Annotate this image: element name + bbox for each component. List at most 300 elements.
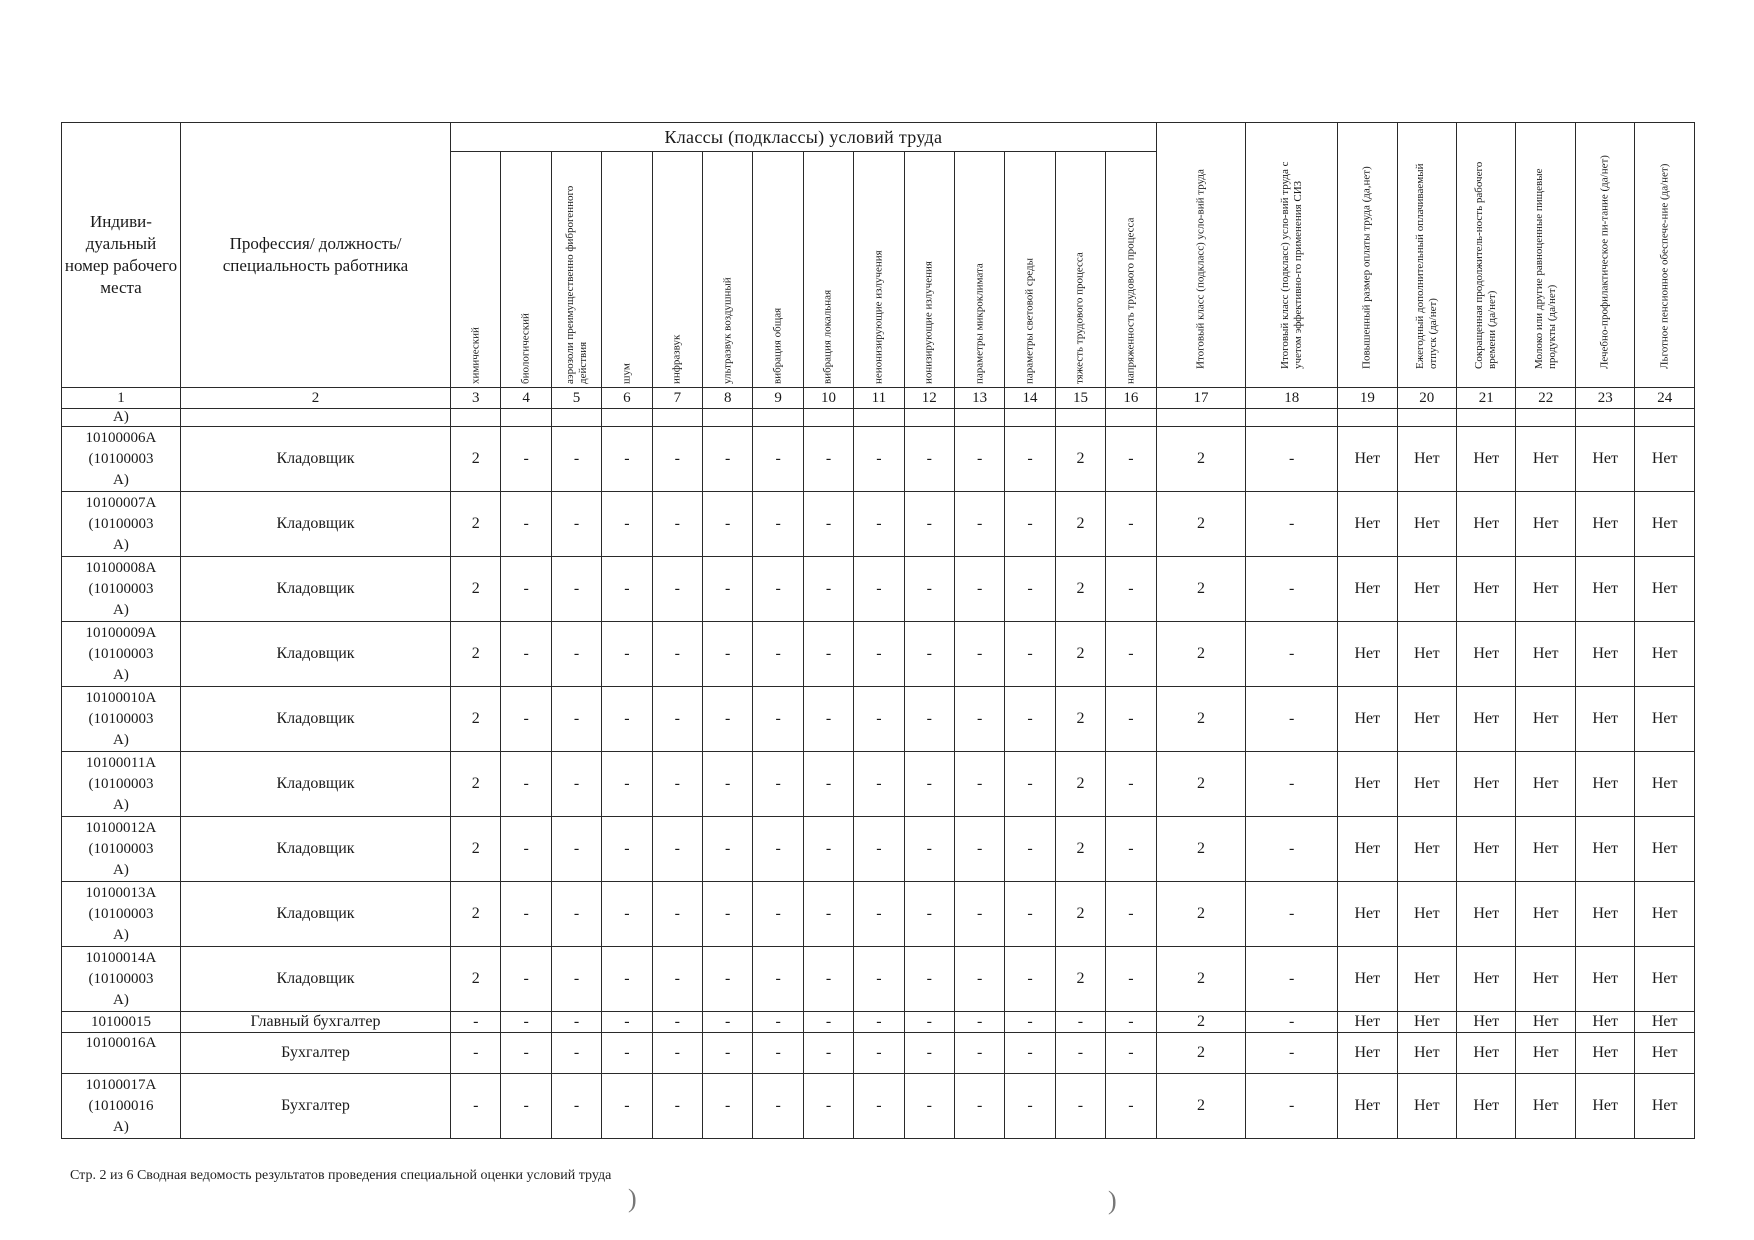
empty-cell: [180, 409, 450, 427]
value-cell: -: [602, 1012, 652, 1033]
value-cell: -: [954, 1074, 1004, 1139]
value-cell: -: [703, 557, 753, 622]
value-cell: 2: [1156, 882, 1246, 947]
table-header: [62, 123, 1695, 409]
value-cell: Нет: [1457, 882, 1516, 947]
value-cell: -: [1106, 752, 1157, 817]
value-cell: -: [854, 1012, 904, 1033]
value-cell: -: [904, 882, 954, 947]
value-cell: -: [501, 882, 551, 947]
value-cell: 2: [451, 882, 501, 947]
value-cell: -: [551, 752, 601, 817]
summary-table: [61, 122, 1695, 1139]
value-cell: Нет: [1516, 1033, 1575, 1074]
profession: Кладовщик: [180, 882, 450, 947]
value-cell: -: [1005, 1074, 1055, 1139]
value-cell: 2: [1055, 817, 1105, 882]
value-cell: Нет: [1397, 427, 1456, 492]
workplace-id-line: А): [113, 861, 129, 878]
value-cell: Нет: [1635, 817, 1695, 882]
workplace-id-line: А): [113, 471, 129, 488]
value-cell: Нет: [1457, 492, 1516, 557]
empty-cell: [1156, 409, 1246, 427]
workplace-id: [62, 1012, 181, 1033]
value-cell: -: [1246, 1012, 1338, 1033]
value-cell: Нет: [1397, 1012, 1456, 1033]
header-reduced-hours: Сокращенная продолжитель-ность рабочего времени (да/нет): [1457, 123, 1516, 388]
workplace-id-line: (10100003: [88, 710, 154, 727]
value-cell: -: [954, 1012, 1004, 1033]
value-cell: 2: [1156, 622, 1246, 687]
value-cell: -: [1005, 622, 1055, 687]
value-cell: -: [1055, 1033, 1105, 1074]
value-cell: 2: [1055, 557, 1105, 622]
value-cell: -: [703, 622, 753, 687]
value-cell: -: [1005, 817, 1055, 882]
value-cell: Нет: [1457, 752, 1516, 817]
workplace-id-line: 10100016А: [85, 1035, 157, 1051]
workplace-id-line: (10100003: [88, 970, 154, 987]
value-cell: -: [904, 817, 954, 882]
workplace-id-line: А): [113, 601, 129, 618]
value-cell: -: [753, 752, 803, 817]
header-factor: аэрозоли преимущественно фиброгенного действия: [551, 152, 601, 388]
value-cell: -: [1246, 817, 1338, 882]
table-row: [62, 1033, 1695, 1074]
value-cell: 2: [451, 557, 501, 622]
value-cell: -: [1005, 947, 1055, 1012]
empty-cell: [1055, 409, 1105, 427]
workplace-id-line: А): [113, 796, 129, 813]
value-cell: -: [602, 1074, 652, 1139]
value-cell: -: [1246, 1074, 1338, 1139]
header-final-class: Итоговый класс (подкласс) усло-вий труда: [1156, 123, 1246, 388]
header-factor: тяжесть трудового процесса: [1055, 152, 1105, 388]
page-footer: Стр. 2 из 6 Сводная ведомость результатов проведения специальной оценки условий труда: [70, 1168, 612, 1183]
value-cell: -: [652, 427, 702, 492]
value-cell: -: [551, 427, 601, 492]
value-cell: Нет: [1457, 1033, 1516, 1074]
value-cell: -: [451, 1074, 501, 1139]
column-number: 6: [602, 388, 652, 409]
column-number: 7: [652, 388, 702, 409]
value-cell: -: [954, 557, 1004, 622]
value-cell: 2: [451, 687, 501, 752]
value-cell: -: [1246, 1033, 1338, 1074]
value-cell: -: [501, 622, 551, 687]
value-cell: -: [652, 817, 702, 882]
value-cell: -: [803, 1074, 853, 1139]
value-cell: -: [1055, 1012, 1105, 1033]
empty-cell: [551, 409, 601, 427]
value-cell: -: [652, 947, 702, 1012]
table-row: [62, 1074, 1695, 1139]
value-cell: -: [1246, 752, 1338, 817]
header-factor: биологический: [501, 152, 551, 388]
value-cell: -: [652, 1012, 702, 1033]
value-cell: -: [954, 1033, 1004, 1074]
value-cell: 2: [1156, 817, 1246, 882]
column-number: 15: [1055, 388, 1105, 409]
workplace-id-line: 10100007А: [85, 494, 157, 511]
column-number: 14: [1005, 388, 1055, 409]
value-cell: Нет: [1575, 1033, 1634, 1074]
value-cell: -: [1106, 817, 1157, 882]
value-cell: Нет: [1635, 882, 1695, 947]
value-cell: -: [954, 947, 1004, 1012]
value-cell: -: [1246, 882, 1338, 947]
workplace-id-line: А): [113, 926, 129, 943]
value-cell: -: [904, 752, 954, 817]
value-cell: -: [551, 557, 601, 622]
value-cell: -: [501, 817, 551, 882]
value-cell: 2: [451, 817, 501, 882]
workplace-id-line: 10100010А: [85, 689, 157, 706]
value-cell: -: [1106, 557, 1157, 622]
header-factor: ультразвук воздушный: [703, 152, 753, 388]
value-cell: -: [551, 492, 601, 557]
value-cell: Нет: [1397, 687, 1456, 752]
empty-cell: [803, 409, 853, 427]
value-cell: -: [551, 1012, 601, 1033]
column-number: 17: [1156, 388, 1246, 409]
value-cell: -: [854, 427, 904, 492]
value-cell: -: [854, 1074, 904, 1139]
workplace-id: [62, 492, 181, 557]
value-cell: -: [904, 1012, 954, 1033]
value-cell: -: [652, 752, 702, 817]
value-cell: -: [652, 492, 702, 557]
value-cell: -: [954, 817, 1004, 882]
table-row: [62, 427, 1695, 492]
value-cell: -: [854, 1033, 904, 1074]
value-cell: 2: [1156, 557, 1246, 622]
workplace-id: [62, 557, 181, 622]
value-cell: -: [803, 687, 853, 752]
value-cell: -: [703, 1033, 753, 1074]
value-cell: -: [753, 817, 803, 882]
header-factor: инфразвук: [652, 152, 702, 388]
value-cell: 2: [1156, 492, 1246, 557]
empty-cell: [1575, 409, 1634, 427]
value-cell: -: [501, 557, 551, 622]
value-cell: -: [1106, 1074, 1157, 1139]
workplace-id-line: (10100003: [88, 775, 154, 792]
value-cell: -: [954, 882, 1004, 947]
value-cell: -: [854, 882, 904, 947]
value-cell: Нет: [1635, 1074, 1695, 1139]
value-cell: Нет: [1575, 557, 1634, 622]
value-cell: Нет: [1516, 947, 1575, 1012]
table-row: [62, 1012, 1695, 1033]
value-cell: Нет: [1575, 817, 1634, 882]
value-cell: Нет: [1338, 1074, 1397, 1139]
value-cell: -: [1106, 492, 1157, 557]
workplace-id-line: (10100003: [88, 645, 154, 662]
value-cell: -: [904, 557, 954, 622]
value-cell: -: [954, 687, 1004, 752]
value-cell: -: [652, 687, 702, 752]
value-cell: -: [501, 752, 551, 817]
value-cell: -: [501, 687, 551, 752]
value-cell: -: [652, 1074, 702, 1139]
value-cell: -: [703, 492, 753, 557]
pen-mark: ): [628, 1184, 637, 1213]
column-number-row: [62, 388, 1695, 409]
column-number: 11: [854, 388, 904, 409]
pen-mark: ): [1108, 1186, 1117, 1215]
column-number: 21: [1457, 388, 1516, 409]
header-milk: Молоко или другие равноценные пищевые продукты (да/нет): [1516, 123, 1575, 388]
empty-cell: [753, 409, 803, 427]
value-cell: -: [854, 557, 904, 622]
column-number: 12: [904, 388, 954, 409]
value-cell: -: [803, 947, 853, 1012]
value-cell: -: [904, 1074, 954, 1139]
value-cell: Нет: [1575, 687, 1634, 752]
header-final-class-ppe: Итоговый класс (подкласс) усло-вий труда с учетом эффективно-го применения СИЗ: [1246, 123, 1338, 388]
table-body: [62, 409, 1695, 1139]
value-cell: Нет: [1338, 947, 1397, 1012]
value-cell: Нет: [1516, 622, 1575, 687]
value-cell: Нет: [1635, 427, 1695, 492]
empty-cell: [1106, 409, 1157, 427]
value-cell: Нет: [1516, 882, 1575, 947]
value-cell: 2: [1055, 882, 1105, 947]
header-profession: Профессия/ должность/ специальность работника: [180, 123, 450, 388]
table-row: [62, 687, 1695, 752]
value-cell: Нет: [1457, 557, 1516, 622]
value-cell: -: [703, 1074, 753, 1139]
value-cell: 2: [1156, 427, 1246, 492]
value-cell: -: [1246, 557, 1338, 622]
value-cell: Нет: [1635, 752, 1695, 817]
value-cell: 2: [1156, 687, 1246, 752]
value-cell: -: [551, 1033, 601, 1074]
profession: Кладовщик: [180, 947, 450, 1012]
value-cell: -: [904, 492, 954, 557]
value-cell: Нет: [1516, 687, 1575, 752]
workplace-id: [62, 687, 181, 752]
header-workplace-id: Индиви-дуальный номер рабочего места: [62, 123, 181, 388]
value-cell: -: [551, 687, 601, 752]
value-cell: -: [1106, 947, 1157, 1012]
value-cell: -: [652, 1033, 702, 1074]
value-cell: -: [1246, 687, 1338, 752]
value-cell: Нет: [1635, 947, 1695, 1012]
value-cell: -: [1005, 1012, 1055, 1033]
table-row: [62, 882, 1695, 947]
value-cell: -: [753, 1033, 803, 1074]
column-number: 3: [451, 388, 501, 409]
workplace-id-line: А): [113, 991, 129, 1008]
value-cell: -: [1106, 687, 1157, 752]
workplace-id: [62, 817, 181, 882]
value-cell: Нет: [1397, 492, 1456, 557]
value-cell: -: [602, 622, 652, 687]
empty-cell: [854, 409, 904, 427]
empty-cell: [1005, 409, 1055, 427]
column-number: 22: [1516, 388, 1575, 409]
value-cell: 2: [1156, 1074, 1246, 1139]
empty-cell: [1516, 409, 1575, 427]
column-number: 13: [954, 388, 1004, 409]
header-extra-leave: Ежегодный дополнительный оплачиваемый отпуск (да/нет): [1397, 123, 1456, 388]
value-cell: Нет: [1516, 557, 1575, 622]
value-cell: Нет: [1516, 1012, 1575, 1033]
empty-cell: [1397, 409, 1456, 427]
workplace-id: [62, 622, 181, 687]
value-cell: -: [854, 622, 904, 687]
empty-cell: [954, 409, 1004, 427]
value-cell: -: [551, 817, 601, 882]
header-nutrition: Лечебно-профилактическое пи-тание (да/нет): [1575, 123, 1634, 388]
value-cell: -: [703, 1012, 753, 1033]
value-cell: Нет: [1397, 622, 1456, 687]
value-cell: -: [1106, 622, 1157, 687]
header-factor: вибрация общая: [753, 152, 803, 388]
header-factor: химический: [451, 152, 501, 388]
workplace-id-line: 10100014А: [85, 949, 157, 966]
value-cell: 2: [1055, 947, 1105, 1012]
value-cell: -: [602, 492, 652, 557]
value-cell: 2: [1156, 1012, 1246, 1033]
workplace-id-line: А): [113, 731, 129, 748]
workplace-id: [62, 882, 181, 947]
value-cell: -: [703, 427, 753, 492]
value-cell: -: [1005, 687, 1055, 752]
value-cell: -: [753, 947, 803, 1012]
value-cell: Нет: [1338, 622, 1397, 687]
profession: Бухгалтер: [180, 1033, 450, 1074]
value-cell: Нет: [1575, 492, 1634, 557]
header-factor: шум: [602, 152, 652, 388]
value-cell: -: [602, 752, 652, 817]
value-cell: 2: [1055, 492, 1105, 557]
value-cell: 2: [1156, 947, 1246, 1012]
value-cell: Нет: [1635, 622, 1695, 687]
value-cell: -: [501, 1012, 551, 1033]
value-cell: -: [1005, 1033, 1055, 1074]
value-cell: -: [703, 947, 753, 1012]
value-cell: -: [501, 947, 551, 1012]
workplace-id-line: А): [113, 536, 129, 553]
value-cell: -: [1246, 427, 1338, 492]
header-factor: параметры световой среды: [1005, 152, 1055, 388]
value-cell: Нет: [1516, 492, 1575, 557]
value-cell: Нет: [1397, 947, 1456, 1012]
value-cell: -: [904, 622, 954, 687]
section-row: [62, 409, 1695, 427]
value-cell: -: [753, 622, 803, 687]
value-cell: -: [1246, 492, 1338, 557]
value-cell: -: [803, 882, 853, 947]
value-cell: Нет: [1635, 687, 1695, 752]
value-cell: Нет: [1338, 752, 1397, 817]
value-cell: -: [652, 557, 702, 622]
workplace-id-line: (10100003: [88, 580, 154, 597]
column-number: 5: [551, 388, 601, 409]
value-cell: -: [1055, 1074, 1105, 1139]
value-cell: Нет: [1397, 752, 1456, 817]
value-cell: -: [501, 427, 551, 492]
value-cell: -: [602, 687, 652, 752]
column-number: 10: [803, 388, 853, 409]
value-cell: -: [1246, 947, 1338, 1012]
workplace-id: [62, 947, 181, 1012]
workplace-id: [62, 752, 181, 817]
empty-cell: [1338, 409, 1397, 427]
workplace-id-line: (10100003: [88, 840, 154, 857]
value-cell: 2: [451, 622, 501, 687]
value-cell: -: [854, 752, 904, 817]
value-cell: -: [954, 492, 1004, 557]
value-cell: 2: [1156, 1033, 1246, 1074]
value-cell: -: [803, 1012, 853, 1033]
profession: Кладовщик: [180, 492, 450, 557]
value-cell: -: [1005, 882, 1055, 947]
value-cell: -: [954, 752, 1004, 817]
value-cell: Нет: [1516, 752, 1575, 817]
value-cell: -: [1246, 622, 1338, 687]
workplace-id-line: 10100008А: [85, 559, 157, 576]
empty-cell: [602, 409, 652, 427]
header-factor: неионизирующие излучения: [854, 152, 904, 388]
value-cell: -: [803, 817, 853, 882]
value-cell: 2: [1055, 687, 1105, 752]
column-number: 8: [703, 388, 753, 409]
value-cell: -: [703, 882, 753, 947]
table-row: [62, 817, 1695, 882]
value-cell: 2: [1055, 622, 1105, 687]
value-cell: -: [753, 1012, 803, 1033]
table-row: [62, 622, 1695, 687]
empty-cell: [1246, 409, 1338, 427]
value-cell: Нет: [1575, 752, 1634, 817]
table-row: [62, 752, 1695, 817]
value-cell: Нет: [1516, 427, 1575, 492]
value-cell: -: [854, 947, 904, 1012]
workplace-id-line: 10100012А: [85, 819, 157, 836]
value-cell: -: [602, 817, 652, 882]
column-number: 23: [1575, 388, 1634, 409]
value-cell: -: [551, 947, 601, 1012]
value-cell: Нет: [1338, 492, 1397, 557]
value-cell: -: [1106, 1033, 1157, 1074]
value-cell: Нет: [1397, 557, 1456, 622]
value-cell: Нет: [1575, 947, 1634, 1012]
column-number: 24: [1635, 388, 1695, 409]
empty-cell: [451, 409, 501, 427]
value-cell: Нет: [1457, 817, 1516, 882]
workplace-id-line: 10100006А: [85, 429, 157, 446]
value-cell: Нет: [1338, 817, 1397, 882]
value-cell: Нет: [1635, 492, 1695, 557]
table-row: [62, 947, 1695, 1012]
value-cell: Нет: [1457, 687, 1516, 752]
empty-cell: [703, 409, 753, 427]
header-factor: ионизирующие излучения: [904, 152, 954, 388]
table-row: [62, 492, 1695, 557]
value-cell: -: [703, 752, 753, 817]
column-number: 9: [753, 388, 803, 409]
column-number: 19: [1338, 388, 1397, 409]
value-cell: -: [1005, 492, 1055, 557]
value-cell: Нет: [1397, 817, 1456, 882]
workplace-id-line: 10100015: [90, 1014, 151, 1030]
value-cell: -: [1005, 427, 1055, 492]
value-cell: -: [803, 1033, 853, 1074]
